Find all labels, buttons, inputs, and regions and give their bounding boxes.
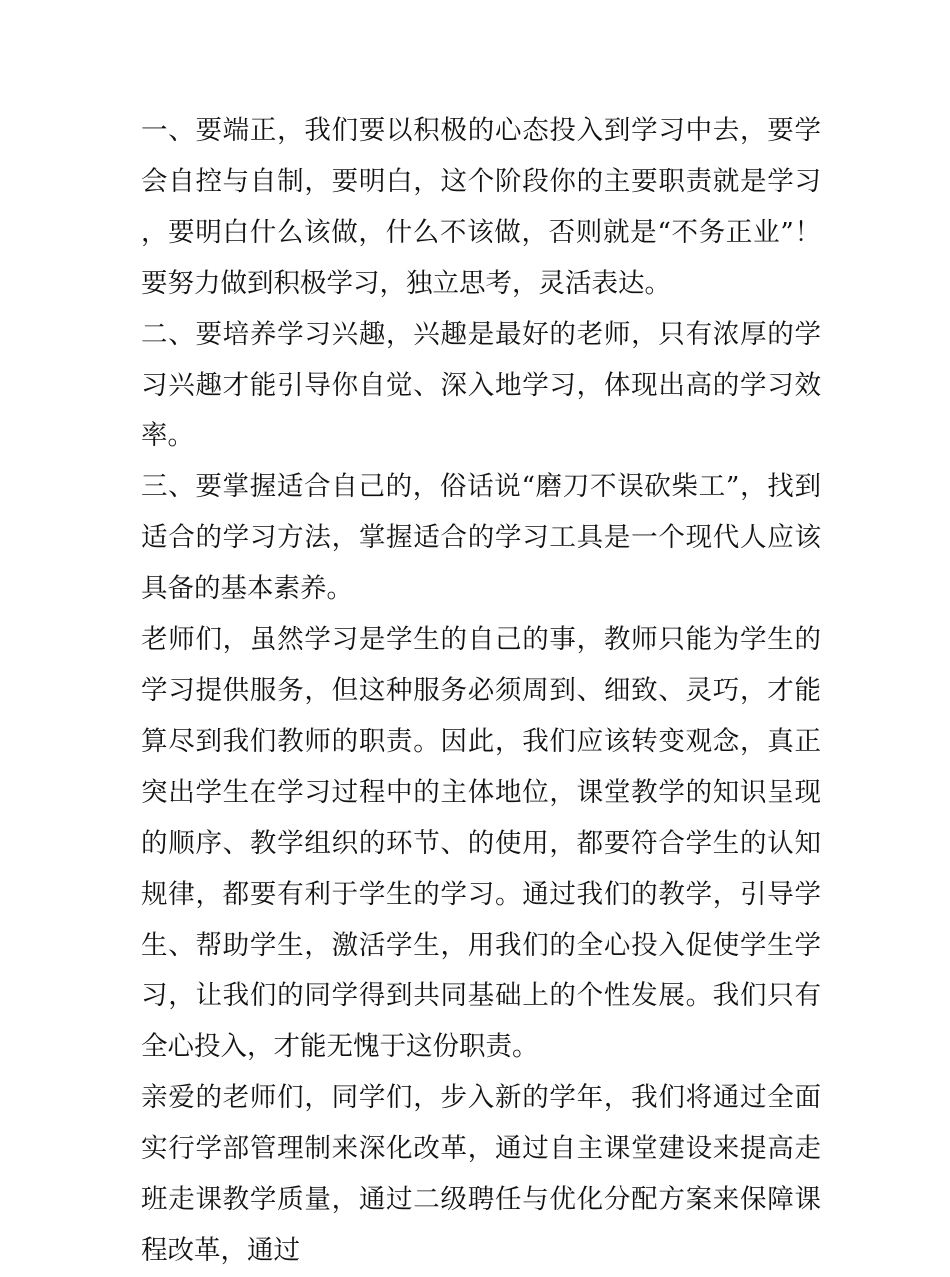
document-body xyxy=(141,106,821,1277)
paragraph-1: 一、要端正，我们要以积极的心态投入到学习中去，要学会自控与自制，要明白，这个阶段你的主要职责就是学习，要明白什么该做，什么不该做，否则就是“不务正业”！要努力做到积极学习，独立思考，灵活表达。 xyxy=(141,115,821,299)
paragraph-3: 三、要掌握适合自己的，俗话说“磨刀不误砍柴工”，找到适合的学习方法，掌握适合的学习工具是一个现代人应该具备的基本素养。 xyxy=(141,471,821,605)
paragraph-4: 老师们，虽然学习是学生的自己的事，教师只能为学生的学习提供服务，但这种服务必须周到、细致、灵巧，才能算尽到我们教师的职责。因此，我们应该转变观念，真正突出学生在学习过程中的主体地位，课堂教学的知识呈现的顺序、教学组织的环节、的使用，都要符合学生的认知规律，都要有利于学生的学习。通过我们的教学，引导学生、帮助学生，激活学生，用我们的全心投入促使学生学习，让我们的同学得到共同基础上的个性发展。我们只有全心投入，才能无愧于这份职责。 xyxy=(141,624,821,1063)
paragraph-5: 亲爱的老师们，同学们，步入新的学年，我们将通过全面实行学部管理制来深化改革，通过自主课堂建设来提高走班走课教学质量，通过二级聘任与优化分配方案来保障课程改革，通过 xyxy=(141,1082,821,1266)
paragraph-2: 二、要培养学习兴趣，兴趣是最好的老师，只有浓厚的学习兴趣才能引导你自觉、深入地学习，体现出高的学习效率。 xyxy=(141,318,821,452)
